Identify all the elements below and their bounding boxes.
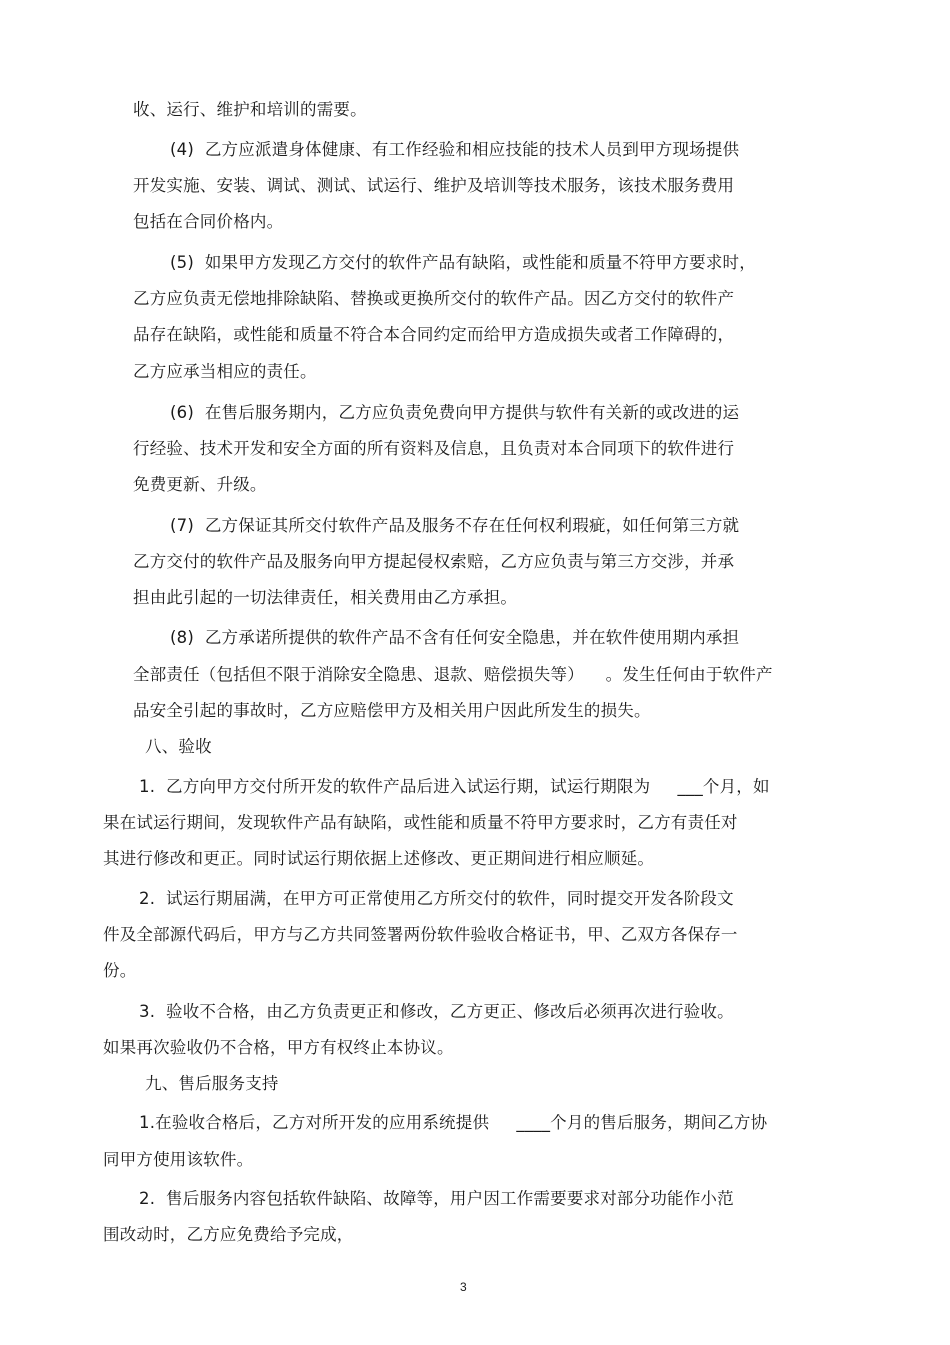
text-line: 1. 乙方向甲方交付所开发的软件产品后进入试运行期，试运行期限为 ___个月，如 — [139, 777, 770, 796]
text-line: 3. 验收不合格，由乙方负责更正和修改，乙方更正、修改后必须再次进行验收。 — [139, 1002, 734, 1021]
text-line: 免费更新、升级。 — [133, 475, 267, 494]
text-line: 同甲方使用该软件。 — [103, 1150, 254, 1169]
text-line: (5) 如果甲方发现乙方交付的软件产品有缺陷，或性能和质量不符甲方要求时， — [170, 253, 756, 272]
text-line: 围改动时，乙方应免费给予完成， — [103, 1225, 354, 1244]
section-heading: 九、售后服务支持 — [145, 1074, 279, 1093]
text-line: 乙方交付的软件产品及服务向甲方提起侵权索赔，乙方应负责与第三方交涉，并承 — [133, 552, 735, 571]
text-line: 担由此引起的一切法律责任，相关费用由乙方承担。 — [133, 588, 518, 607]
text-line: 品安全引起的事故时，乙方应赔偿甲方及相关用户因此所发生的损失。 — [133, 701, 651, 720]
text-line: 乙方应负责无偿地排除缺陷、替换或更换所交付的软件产品。因乙方交付的软件产 — [133, 289, 735, 308]
text-line: (8) 乙方承诺所提供的软件产品不含有任何安全隐患，并在软件使用期内承担 — [170, 628, 740, 647]
text-line: 2. 售后服务内容包括软件缺陷、故障等，用户因工作需要要求对部分功能作小范 — [139, 1189, 734, 1208]
text-line: 开发实施、安装、调试、测试、试运行、维护及培训等技术服务，该技术服务费用 — [133, 176, 735, 195]
text-line: 件及全部源代码后，甲方与乙方共同签署两份软件验收合格证书，甲、乙双方各保存一 — [103, 925, 738, 944]
page-number: 3 — [460, 1280, 467, 1294]
text-line: 2. 试运行期届满，在甲方可正常使用乙方所交付的软件，同时提交开发各阶段文 — [139, 889, 734, 908]
text-line: 全部责任（包括但不限于消除安全隐患、退款、赔偿损失等） 。发生任何由于软件产 — [133, 665, 773, 684]
text-line: 果在试运行期间，发现软件产品有缺陷，或性能和质量不符甲方要求时，乙方有责任对 — [103, 813, 738, 832]
text-line: 行经验、技术开发和安全方面的所有资料及信息，且负责对本合同项下的软件进行 — [133, 439, 735, 458]
text-line: 品存在缺陷，或性能和质量不符合本合同约定而给甲方造成损失或者工作障碍的， — [133, 325, 735, 344]
text-line: (7) 乙方保证其所交付软件产品及服务不存在任何权利瑕疵，如任何第三方就 — [170, 516, 740, 535]
text-line: 乙方应承当相应的责任。 — [133, 362, 317, 381]
text-line: (4) 乙方应派遣身体健康、有工作经验和相应技能的技术人员到甲方现场提供 — [170, 140, 740, 159]
text-line: 如果再次验收仍不合格，甲方有权终止本协议。 — [103, 1038, 454, 1057]
text-line: 1.在验收合格后，乙方对所开发的应用系统提供 ____个月的售后服务，期间乙方协 — [139, 1113, 768, 1132]
text-line: (6) 在售后服务期内，乙方应负责免费向甲方提供与软件有关新的或改进的运 — [170, 403, 740, 422]
text-line: 收、运行、维护和培训的需要。 — [133, 100, 367, 119]
text-line: 其进行修改和更正。同时试运行期依据上述修改、更正期间进行相应顺延。 — [103, 849, 655, 868]
text-line: 份。 — [103, 961, 137, 980]
text-line: 包括在合同价格内。 — [133, 212, 284, 231]
section-heading: 八、验收 — [145, 737, 212, 756]
